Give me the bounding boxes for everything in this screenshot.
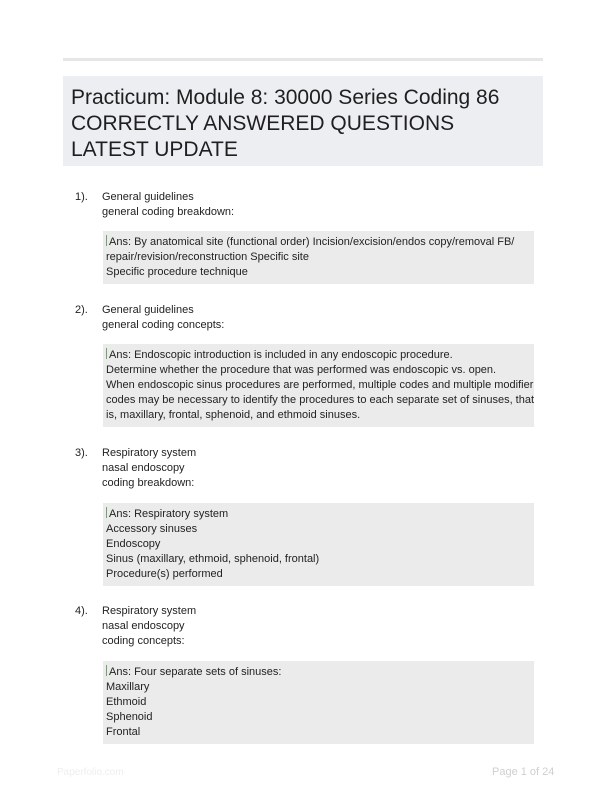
answer-line: Ethmoid [106, 696, 147, 708]
question-number: 1). [75, 191, 88, 203]
answer-box [103, 503, 534, 586]
question-text [102, 604, 196, 649]
answer-line: Endoscopy [106, 538, 161, 550]
answer-box [103, 661, 534, 744]
question-line: Respiratory system [102, 605, 197, 617]
answer-line: Ans: Four separate sets of sinuses: [106, 665, 530, 680]
answer-line: Ans: Endoscopic introduction is included in any endoscopic procedure. [106, 348, 530, 363]
answer-line: Accessory sinuses [106, 523, 198, 535]
question-line: Respiratory system [102, 447, 197, 459]
answer-line: Specific procedure technique [106, 266, 248, 278]
question-text [102, 303, 224, 333]
document-title: Practicum: Module 8: 30000 Series Coding 86 CORRECTLY ANSWERED QUESTIONS LATEST UPDATE [71, 86, 500, 161]
question-line: nasal endoscopy [102, 462, 185, 474]
answer-box [103, 231, 534, 284]
question-text [102, 190, 234, 220]
question-line: coding concepts: [102, 635, 185, 647]
question-line: general coding breakdown: [102, 206, 235, 218]
question-line: General guidelines [102, 191, 194, 203]
question-line: coding breakdown: [102, 477, 195, 489]
question-text [102, 446, 196, 491]
question-line: general coding concepts: [102, 319, 225, 331]
answer-line: Frontal [106, 726, 141, 738]
answer-line: codes may be necessary to identify the procedures to each separate set of sinuses, that [106, 394, 535, 406]
answer-line: Procedure(s) performed [106, 568, 223, 580]
answer-line: Determine whether the procedure that was performed was endoscopic vs. open. [106, 364, 497, 376]
answer-line: Maxillary [106, 681, 150, 693]
answer-line: Sphenoid [106, 711, 153, 723]
footer-source-watermark: Paperfolio.com [57, 767, 124, 778]
question-number: 4). [75, 605, 88, 617]
top-divider [63, 58, 543, 61]
question-line: nasal endoscopy [102, 620, 185, 632]
answer-line: Ans: Respiratory system [106, 507, 530, 522]
answer-line: Sinus (maxillary, ethmoid, sphenoid, frontal) [106, 553, 320, 565]
answer-line: Ans: By anatomical site (functional order) Incision/excision/endos copy/removal FB/ [106, 235, 530, 250]
question-line: General guidelines [102, 304, 194, 316]
page-number: Page 1 of 24 [492, 766, 555, 778]
title-banner [63, 76, 543, 166]
answer-box [103, 344, 534, 427]
answer-line: is, maxillary, frontal, sphenoid, and ethmoid sinuses. [106, 409, 361, 421]
question-number: 2). [75, 304, 88, 316]
question-number: 3). [75, 447, 88, 459]
answer-line: When endoscopic sinus procedures are performed, multiple codes and multiple modifier [106, 379, 534, 391]
answer-line: repair/revision/reconstruction Specific site [106, 251, 309, 263]
